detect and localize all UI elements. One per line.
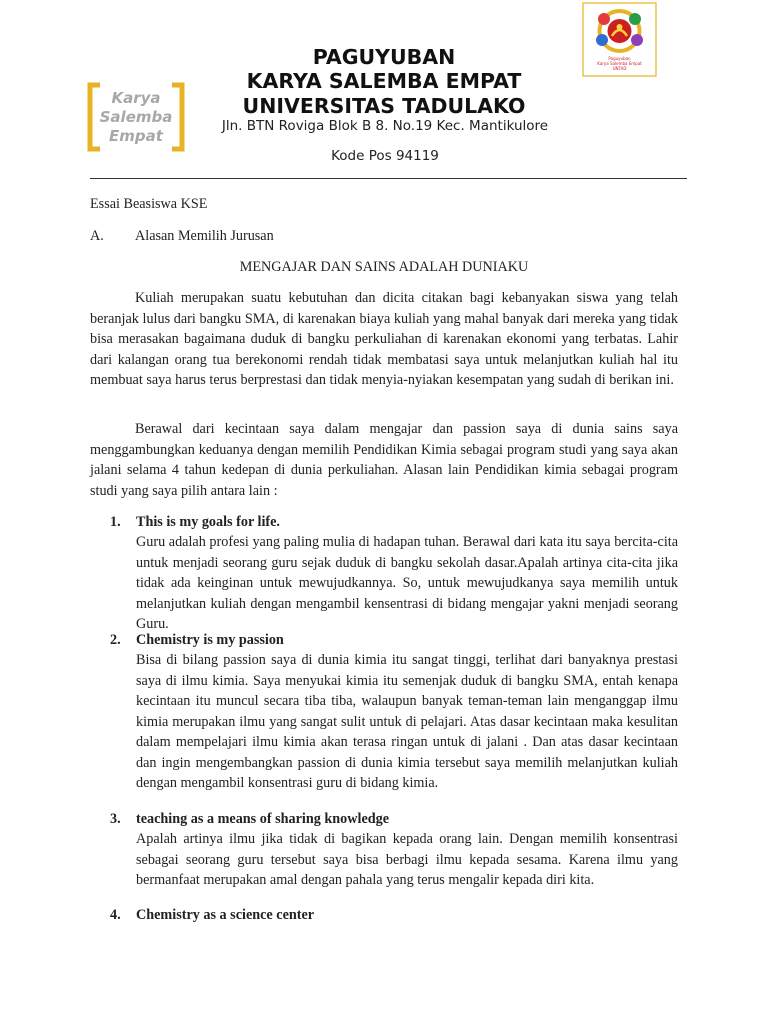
org-address: Jln. BTN Roviga Blok B 8. No.19 Kec. Mantikulore [221,118,549,134]
svg-text:Karya: Karya [111,89,161,107]
list-item-body: Bisa di bilang passion saya di dunia kimia itu sangat tinggi, terlihat dari banyaknya prestasi saya di ilmu kimia. Saya menyukai kimia itu semenjak duduk di bangku SMA, entah kenapa kecintaan itu muncul secara tiba tiba, walaupun banyak teman-teman lain menganggap ilmu kimia merupakan ilmu yang sangat sulit untuk di pelajari. Atas dasar kecintaan maka kesulitan dalam mempelajari ilmu kimia akan terasa ringan untuk di jalani . Dan atas dasar kecintaan dan ingin mengembangkan passion di dunia kimia tersebut saya memilih melanjutkan kuliah dengan mengambil konsentrasi guru di bidang kimia. [136,652,678,791]
svg-text:Empat: Empat [109,127,163,145]
paragraph-reasons-intro: Berawal dari kecintaan saya dalam mengajar dan passion saya di dunia sains saya menggambungkan keduanya dengan memilih Pendidikan Kimia sebagai program studi yang saya akan jalani selama 4 tahun kedepan di dunia perkuliahan. Alasan lain Pendidikan kimia sebagai program studi yang saya pilih antara lain : [90,421,678,499]
list-item-number: 2. [110,632,121,648]
org-name-line2: KARYA SALEMBA EMPAT [246,69,522,93]
paragraph-intro: Kuliah merupakan suatu kebutuhan dan dicita citakan bagi kebanyakan siswa yang telah beranjak lulus dari bangku SMA, di karenakan biaya kuliah yang mahal banyak dari mereka yang tidak bisa merasakan bagaimana duduk di bangku perkuliahan di karenakan ekonomi yang terbatas. Lahir dari kalangan orang tua berekonomi rendah tidak membatasi saya untuk melanjutkan kuliah hal itu membuat saya harus terus berprestasi dan tidak menyia-nyiakan kesempatan yang sudah di berikan ini. [90,290,678,388]
list-item-number: 1. [110,514,121,530]
list-item-number: 4. [110,907,121,923]
list-item-body: Guru adalah profesi yang paling mulia di hadapan tuhan. Berawal dari kata itu saya bercita-cita untuk menjadi seorang guru sejak duduk di bangku sekolah dasar.Apalah artinya cita-cita jika tidak ada keinginan untuk mewujudkannya. So, untuk mewujudkanya saya memilih untuk melanjutkan kuliah dengan mengambil kensentrasi di bidang mengajar yakni menjadi seorang Guru. [136,534,678,632]
list-item-title: Chemistry as a science center [136,907,315,923]
section-label: A. [90,228,104,244]
list-item-title: Chemistry is my passion [136,632,284,648]
paguyuban-emblem-logo [582,2,657,77]
list-item-title: This is my goals for life. [136,514,280,530]
org-name-line3: UNIVERSITAS TADULAKO [242,94,526,118]
essay-title: MENGAJAR DAN SAINS ADALAH DUNIAKU [239,259,529,275]
svg-text:UNTAD: UNTAD [612,66,627,71]
svg-text:Paguyuban: Paguyuban [608,56,631,61]
org-postcode: Kode Pos 94119 [331,148,439,164]
kse-logo [86,82,186,152]
svg-text:Salemba: Salemba [99,108,173,126]
letterhead-divider [90,178,687,179]
list-item-title: teaching as a means of sharing knowledge [136,811,390,827]
list-item-body: Apalah artinya ilmu jika tidak di bagikan kepada orang lain. Dengan memilih konsentrasi sebagai seorang guru tersebut saya bisa berbagi ilmu kepada sesama. Karena ilmu yang bermanfaat merupakan amal dengan pahala yang terus mengalir kepada diri kita. [136,831,678,888]
svg-text:Karya Salemba Empat: Karya Salemba Empat [597,61,642,66]
document-heading: Essai Beasiswa KSE [90,196,208,212]
list-item-number: 3. [110,811,121,827]
section-title: Alasan Memilih Jurusan [135,228,274,244]
org-name-line1: PAGUYUBAN [312,45,456,69]
